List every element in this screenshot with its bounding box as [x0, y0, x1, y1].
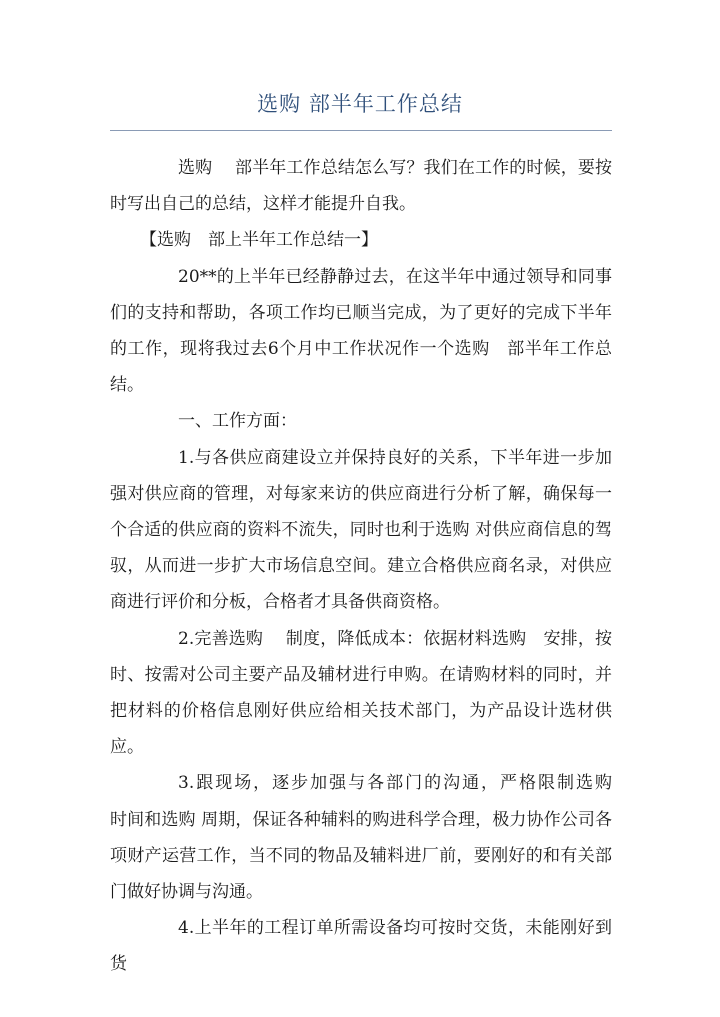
- work-aspects-heading: 一、工作方面：: [178, 411, 297, 432]
- document-title: 选购 部半年工作总结: [257, 92, 463, 116]
- summary-paragraph: 20**的上半年已经静静过去，在这半年中通过领导和同事们的支持和帮助，各项工作均已顺当完成，为了更好的完成下半年的工作，现将我过去6个月中工作状况作一个选购 部半年工作总结。: [110, 266, 612, 396]
- intro-paragraph: 选购 部半年工作总结怎么写？我们在工作的时候，要按时写出自己的总结，这样才能提升自我。: [110, 158, 612, 215]
- item-1-paragraph: 1.与各供应商建设立并保持良好的关系，下半年进一步加强对供应商的管理，对每家来访的供应商进行分析了解，确保每一个合适的供应商的资料不流失，同时也利于选购 对供应商信息的驾驭，从而进一步扩大市场信息空间。建立合格供应商名录，对供应商进行评价和分板，合格者才具备供商资格。: [110, 447, 612, 613]
- document-body: [110, 150, 646, 983]
- section-heading: 【选购 部上半年工作总结一】: [140, 230, 378, 251]
- item-2-paragraph: 2.完善选购 制度，降低成本：依据材料选购 安排，按时、按需对公司主要产品及辅材进行申购。在请购材料的同时，并把材料的价格信息刚好供应给相关技术部门，为产品设计选材供应。: [110, 628, 612, 758]
- item-3-paragraph: 3.跟现场，逐步加强与各部门的沟通，严格限制选购 时间和选购 周期，保证各种辅料的购进科学合理，极力协作公司各项财产运营工作，当不同的物品及辅料进厂前，要刚好的和有关部门做好协调与沟通。: [110, 773, 646, 903]
- title-divider: [110, 130, 612, 131]
- item-4-paragraph: 4.上半年的工程订单所需设备均可按时交货，未能刚好到货: [110, 918, 612, 975]
